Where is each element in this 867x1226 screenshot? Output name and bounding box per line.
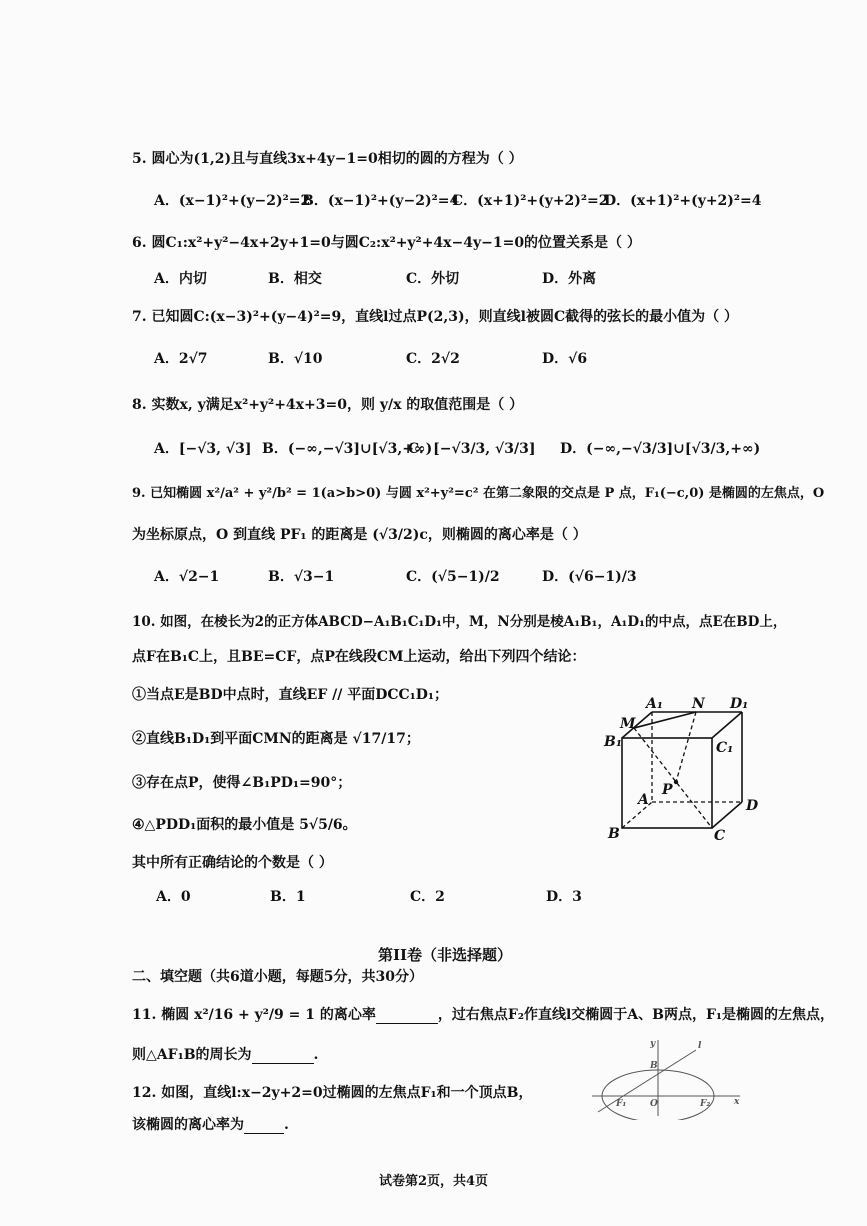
q12-stem-line1: 12. 如图，直线l:x−2y+2=0过椭圆的左焦点F₁和一个顶点B， bbox=[132, 1085, 533, 1101]
q10-option-a: A．0 bbox=[156, 889, 191, 905]
label-c: C bbox=[714, 828, 726, 844]
label-c1: C₁ bbox=[716, 740, 734, 756]
q9-option-c: C．(√5−1)/2 bbox=[406, 569, 500, 585]
q6-stem: 6. 圆C₁:x²+y²−4x+2y+1=0与圆C₂:x²+y²+4x−4y−1=0的位置关系是（ ） bbox=[132, 235, 641, 251]
label-b: B bbox=[608, 826, 620, 842]
label-m: M bbox=[620, 716, 636, 732]
label-b: B bbox=[650, 1061, 658, 1071]
q9-option-a: A．√2−1 bbox=[154, 569, 220, 585]
label-d: D bbox=[746, 798, 759, 814]
q5-option-a: A．(x−1)²+(y−2)²=2 bbox=[154, 193, 311, 209]
q10-question: 其中所有正确结论的个数是（ ） bbox=[132, 855, 333, 871]
q9-option-b: B．√3−1 bbox=[268, 569, 335, 585]
q11-blank-2[interactable] bbox=[252, 1047, 314, 1064]
q10-stem-line2: 点F在B₁C上，且BE=CF，点P在线段CM上运动，给出下列四个结论： bbox=[132, 649, 586, 665]
label-x: x bbox=[734, 1097, 740, 1107]
label-d1: D₁ bbox=[730, 696, 749, 712]
q11-stem-line2-text: 则△AF₁B的周长为 bbox=[132, 1047, 252, 1063]
label-f1: F₁ bbox=[616, 1099, 627, 1109]
q10-option-b: B．1 bbox=[270, 889, 306, 905]
label-p: P bbox=[662, 782, 673, 798]
q8-stem: 8. 实数x, y满足x²+y²+4x+3=0，则 y/x 的取值范围是（ ） bbox=[132, 397, 524, 413]
q12-stem-line2 bbox=[132, 1114, 289, 1134]
label-y: y bbox=[650, 1039, 656, 1049]
q11-stem-line2-end: . bbox=[313, 1047, 319, 1063]
q5-stem: 5. 圆心为(1,2)且与直线3x+4y−1=0相切的圆的方程为（ ） bbox=[132, 151, 523, 167]
q6-option-b: B．相交 bbox=[268, 271, 322, 287]
q9-option-d: D．(√6−1)/3 bbox=[542, 569, 637, 585]
label-o: O bbox=[650, 1099, 658, 1109]
q8-option-c: C．[−√3/3, √3/3] bbox=[408, 441, 536, 457]
q10-statement-3: ③存在点P，使得∠B₁PD₁=90°； bbox=[132, 775, 352, 791]
page-footer: 试卷第2页，共4页 bbox=[378, 1174, 489, 1189]
q7-option-b: B．√10 bbox=[268, 351, 323, 367]
label-b1: B₁ bbox=[604, 734, 622, 750]
q7-stem: 7. 已知圆C:(x−3)²+(y−4)²=9，直线l过点P(2,3)，则直线l被圆C截得的弦长的最小值为（ ） bbox=[132, 309, 738, 325]
label-f2: F₂ bbox=[700, 1099, 711, 1109]
q12-stem-line2-text: 该椭圆的离心率为 bbox=[132, 1117, 244, 1133]
ellipse-figure bbox=[588, 1036, 748, 1120]
q6-option-c: C．外切 bbox=[406, 271, 460, 287]
q10-statement-2: ②直线B₁D₁到平面CMN的距离是 √17/17； bbox=[132, 731, 420, 747]
q11-stem-line2 bbox=[132, 1044, 318, 1064]
label-a: A bbox=[638, 792, 649, 808]
label-l: l bbox=[698, 1041, 702, 1051]
q5-option-c: C．(x+1)²+(y+2)²=2 bbox=[452, 193, 609, 209]
q11-stem-cont: ，过右焦点F₂作直线l交椭圆于A、B两点，F₁是椭圆的左焦点， bbox=[437, 1007, 835, 1023]
q10-stem-line1: 10. 如图，在棱长为2的正方体ABCD−A₁B₁C₁D₁中，M，N分别是棱A₁B₁，A₁D₁的中点，点E在BD上， bbox=[132, 614, 787, 630]
q10-statement-4: ④△PDD₁面积的最小值是 5√5/6。 bbox=[132, 817, 357, 833]
label-a1: A₁ bbox=[646, 696, 663, 712]
q9-stem-line2: 为坐标原点，O 到直线 PF₁ 的距离是 (√3/2)c，则椭圆的离心率是（ ） bbox=[132, 527, 587, 543]
q11-stem-start: 11. 椭圆 x²/16 + y²/9 = 1 的离心率 bbox=[132, 1007, 376, 1023]
q8-option-a: A．[−√3, √3] bbox=[154, 441, 252, 457]
q7-option-a: A．2√7 bbox=[154, 351, 208, 367]
section2-title: 第II卷（非选择题） bbox=[378, 946, 513, 964]
cube-figure bbox=[596, 690, 766, 850]
q6-option-a: A．内切 bbox=[154, 271, 207, 287]
q9-stem-line1: 9. 已知椭圆 x²/a² + y²/b² = 1(a>b>0) 与圆 x²+y²=c² 在第二象限的交点是 P 点，F₁(−c,0) 是椭圆的左焦点，O bbox=[132, 486, 825, 501]
q11-stem-line1 bbox=[132, 1004, 834, 1024]
q5-option-b: B．(x−1)²+(y−2)²=4 bbox=[302, 193, 460, 209]
q7-option-c: C．2√2 bbox=[406, 351, 460, 367]
q12-stem-line2-end: . bbox=[284, 1117, 289, 1133]
q11-blank-1[interactable] bbox=[376, 1007, 438, 1024]
q10-statement-1: ①当点E是BD中点时，直线EF // 平面DCC₁D₁； bbox=[132, 687, 449, 703]
section2-heading: 二、填空题（共6道小题，每题5分，共30分） bbox=[132, 969, 423, 985]
q10-option-d: D．3 bbox=[546, 889, 582, 905]
q7-option-d: D．√6 bbox=[542, 351, 588, 367]
q6-option-d: D．外离 bbox=[542, 271, 597, 287]
q12-blank[interactable] bbox=[244, 1117, 284, 1134]
q8-option-d: D．(−∞,−√3/3]∪[√3/3,+∞) bbox=[560, 441, 761, 457]
q10-option-c: C．2 bbox=[410, 889, 445, 905]
q8-option-b: B．(−∞,−√3]∪[√3,+∞) bbox=[262, 441, 433, 457]
label-n: N bbox=[692, 696, 705, 712]
q5-option-d: D．(x+1)²+(y+2)²=4 bbox=[604, 193, 762, 209]
